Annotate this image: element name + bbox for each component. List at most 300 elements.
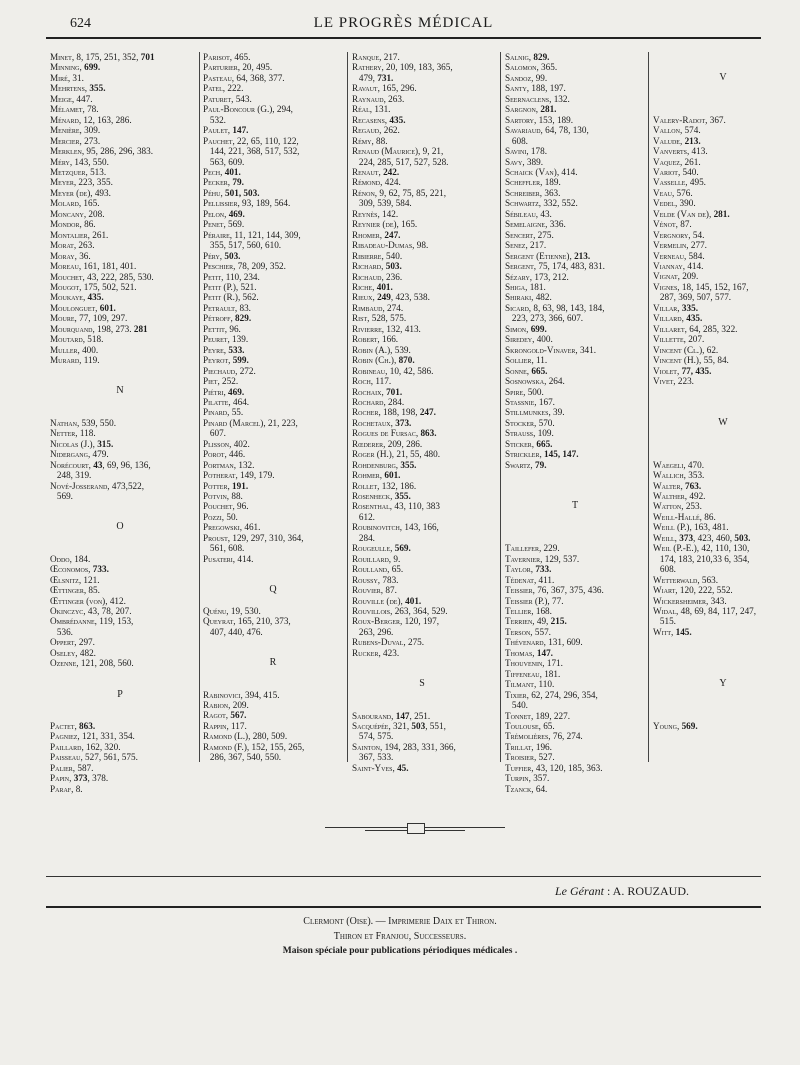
entry-bold-pages: 469. xyxy=(228,208,245,219)
index-entry xyxy=(505,251,645,261)
index-entry xyxy=(505,272,645,282)
index-entry xyxy=(653,261,793,271)
entry-text: Paillard, 162, 320. xyxy=(50,741,121,752)
index-entry xyxy=(653,157,793,167)
entry-text: Vedel, 390. xyxy=(653,198,696,209)
index-entry xyxy=(50,742,190,752)
index-entry xyxy=(50,272,190,282)
entry-text: Schwartz, 332, 552. xyxy=(505,198,578,209)
entry-text: Tellier, 168. xyxy=(505,605,552,616)
index-entry xyxy=(653,345,793,355)
spacer xyxy=(50,669,190,690)
entry-text: Taillefer, 229. xyxy=(505,543,560,554)
entry-text: Queyrat, 165, 210, 373, xyxy=(203,616,291,627)
entry-text: Petrault, 83. xyxy=(203,302,251,313)
index-entry xyxy=(653,146,793,156)
entry-text: 532. xyxy=(203,114,226,125)
index-entry xyxy=(203,690,343,700)
index-entry xyxy=(50,115,190,125)
index-entry xyxy=(50,721,190,731)
index-entry xyxy=(203,219,343,229)
index-entry xyxy=(50,470,190,480)
entry-text: Vignes, 18, 145, 152, 167, xyxy=(653,281,749,292)
entry-text: Stassnie, 167. xyxy=(505,396,555,407)
index-entry xyxy=(203,146,343,156)
entry-text: Ozenne, 121, 208, 560. xyxy=(50,658,134,669)
section-letter: N xyxy=(116,385,124,397)
entry-text: Nathan, 539, 550. xyxy=(50,417,117,428)
index-entry xyxy=(653,376,793,386)
entry-text: Ranque, 217. xyxy=(352,52,400,62)
index-entry xyxy=(505,784,645,794)
entry-text: Weil (P.-E.), 42, 110, 130, xyxy=(653,543,750,554)
index-entry xyxy=(203,606,343,616)
index-entry xyxy=(50,596,190,606)
entry-text: Moure, 77, 109, 297. xyxy=(50,313,128,324)
entry-text: Savini, 178. xyxy=(505,146,548,157)
entry-text: Teissier (P.), 77. xyxy=(505,595,564,606)
spacer xyxy=(352,690,492,711)
entry-text: Sergent, 75, 174, 483, 831. xyxy=(505,261,605,272)
entry-text: Richaud, 236. xyxy=(352,271,403,282)
entry-text: Tonnet, 189, 227. xyxy=(505,710,570,721)
entry-text: Potherat, 149, 179. xyxy=(203,470,275,481)
index-entry xyxy=(352,52,492,62)
entry-text: Proust, 129, 297, 310, 364, xyxy=(203,532,304,543)
entry-text: Metzquer, 513. xyxy=(50,166,107,177)
index-entry xyxy=(653,240,793,250)
entry-bold-pages: 281 xyxy=(133,323,148,334)
index-entry xyxy=(50,428,190,438)
index-entry xyxy=(203,104,343,114)
index-entry xyxy=(50,292,190,302)
index-entry xyxy=(203,52,343,62)
imprint-line-1: Clermont (Oise). — Imprimerie Daix et Thiron. xyxy=(303,916,497,927)
entry-text: Mélamet, 78. xyxy=(50,104,99,115)
index-entry xyxy=(352,292,492,302)
index-entry xyxy=(352,198,492,208)
index-entry xyxy=(352,439,492,449)
index-entry xyxy=(653,616,793,626)
index-entry xyxy=(203,710,343,720)
entry-text: 174, 183, 210,33 6, 354, xyxy=(653,553,750,564)
entry-text: Péraire, 11, 121, 144, 309, xyxy=(203,229,301,240)
index-entry xyxy=(50,146,190,156)
gerant-label: Le Gérant xyxy=(555,884,604,898)
index-entry xyxy=(505,83,645,93)
entry-text: Rougeulle, xyxy=(352,543,395,554)
entry-bold-pages: 335. xyxy=(681,302,698,313)
index-entry xyxy=(352,136,492,146)
section-letter: T xyxy=(571,500,579,512)
index-entry xyxy=(352,272,492,282)
entry-text: 284. xyxy=(352,532,375,543)
entry-bold-pages: 501, 503. xyxy=(225,187,260,198)
entry-text: Skrongold-Vinaver, 341. xyxy=(505,344,597,355)
spacer xyxy=(352,658,492,679)
entry-text: Mouchet, 43, 222, 285, 530. xyxy=(50,271,154,282)
entry-text: Trillat, 196. xyxy=(505,741,552,752)
index-entry xyxy=(203,62,343,72)
index-entry xyxy=(50,648,190,658)
index-entry xyxy=(505,345,645,355)
entry-bold-pages: 281. xyxy=(713,208,730,219)
spacer xyxy=(50,700,190,721)
entry-text: Reynès, 142. xyxy=(352,208,399,219)
index-entry xyxy=(352,512,492,522)
entry-text: Sencert, 275. xyxy=(505,229,554,240)
entry-text: Weill-Hallé, 86. xyxy=(653,511,716,522)
entry-text: Savy, 389. xyxy=(505,156,544,167)
entry-text: Péry, xyxy=(203,250,225,261)
entry-text: Ravaut, 165, 296. xyxy=(352,83,417,94)
index-entry xyxy=(203,167,343,177)
index-entry xyxy=(50,177,190,187)
index-entry xyxy=(50,198,190,208)
index-entry xyxy=(50,334,190,344)
index-entry xyxy=(50,94,190,104)
index-entry xyxy=(50,261,190,271)
index-entry xyxy=(352,533,492,543)
entry-text: Paisseau, 527, 561, 575. xyxy=(50,752,138,763)
index-entry xyxy=(50,606,190,616)
entry-text: Thomas, xyxy=(505,647,537,658)
entry-text: Scheffler, 189. xyxy=(505,177,561,188)
index-entry xyxy=(352,501,492,511)
entry-text: Roch, 117. xyxy=(352,376,392,387)
entry-text: 309, 539, 584. xyxy=(352,198,412,209)
entry-text: Strauss, 109. xyxy=(505,428,554,439)
entry-text: Regaud, 262. xyxy=(352,125,400,136)
index-entry xyxy=(203,742,343,752)
index-entry xyxy=(653,721,793,731)
column-divider xyxy=(199,52,200,762)
entry-bold-pages: 665. xyxy=(536,438,553,449)
index-entry xyxy=(50,564,190,574)
entry-text: Paturet, 543. xyxy=(203,93,252,104)
index-entry xyxy=(505,752,645,762)
entry-text: Widal, 48, 69, 84, 117, 247, xyxy=(653,605,757,616)
index-entry xyxy=(505,700,645,710)
entry-bold-pages: 247. xyxy=(419,407,436,418)
index-entry xyxy=(352,711,492,721)
entry-text: Porot, 446. xyxy=(203,449,246,460)
index-entry xyxy=(203,292,343,302)
entry-text: Piet, 252. xyxy=(203,376,239,387)
entry-text: Vignat, 209. xyxy=(653,271,699,282)
index-column-2 xyxy=(203,52,343,763)
index-entry xyxy=(505,125,645,135)
entry-text: Pellissier, 93, 189, 564. xyxy=(203,198,291,209)
entry-text: Toulouse, 65. xyxy=(505,720,555,731)
index-entry xyxy=(352,616,492,626)
spacer xyxy=(50,366,190,387)
index-entry xyxy=(505,136,645,146)
index-entry xyxy=(505,177,645,187)
entry-text: Tédenat, 411. xyxy=(505,574,555,585)
index-entry xyxy=(203,251,343,261)
entry-text: Taylor, xyxy=(505,564,536,575)
entry-text: Semelaigne, 336. xyxy=(505,219,566,230)
index-entry xyxy=(352,627,492,637)
entry-text: Terson, 557. xyxy=(505,626,551,637)
entry-text: Vasselle, 495. xyxy=(653,177,706,188)
entry-text: Rosenthal, 43, 110, 383 xyxy=(352,501,440,512)
index-entry xyxy=(50,125,190,135)
entry-text: Rénon, 9, 62, 75, 85, 221, xyxy=(352,187,446,198)
index-entry xyxy=(203,616,343,626)
index-entry xyxy=(505,543,645,553)
entry-bold-pages: 373. xyxy=(395,417,412,428)
footer-rule xyxy=(46,876,761,877)
entry-text: Plisson, 402. xyxy=(203,438,250,449)
index-entry xyxy=(203,355,343,365)
entry-text: Rémy, 88. xyxy=(352,135,388,146)
entry-text: Simon, xyxy=(505,323,531,334)
entry-text: Moray, 36. xyxy=(50,250,91,261)
entry-text: Rogues de Fursac, xyxy=(352,428,421,439)
index-entry xyxy=(352,585,492,595)
index-entry xyxy=(653,271,793,281)
entry-bold-pages: 213. xyxy=(574,250,591,261)
index-entry xyxy=(505,690,645,700)
entry-text: Meyer (de), 493. xyxy=(50,187,111,198)
entry-text: 569. xyxy=(50,491,73,501)
index-entry xyxy=(352,345,492,355)
entry-bold-pages: 373 xyxy=(679,532,694,543)
entry-text: Ramond (F.), 152, 155, 265, xyxy=(203,741,305,752)
entry-text: Rohdenburg, xyxy=(352,459,401,470)
entry-text: 607. xyxy=(203,428,226,439)
entry-text: Witt, xyxy=(653,626,676,637)
index-entry xyxy=(203,230,343,240)
entry-text: Wetterwald, 563. xyxy=(653,574,719,585)
index-entry xyxy=(203,136,343,146)
entry-text: Pettit, 96. xyxy=(203,323,241,334)
entry-text: Moreau, 161, 181, 401. xyxy=(50,261,137,272)
index-entry xyxy=(50,763,190,773)
index-entry xyxy=(505,324,645,334)
entry-text: Ribadeau-Dumas, 98. xyxy=(352,240,429,251)
spacer xyxy=(505,470,645,501)
index-entry xyxy=(50,449,190,459)
entry-text: Sollier, 11. xyxy=(505,355,548,366)
decorative-ornament xyxy=(325,822,505,834)
index-entry xyxy=(653,251,793,261)
entry-text: Meyer, 223, 355. xyxy=(50,177,113,188)
spacer xyxy=(203,637,343,658)
entry-bold-pages: 701 xyxy=(140,52,155,62)
entry-text: Thévenard, 131, 609. xyxy=(505,637,583,648)
index-entry xyxy=(352,104,492,114)
entry-bold-pages: 863. xyxy=(79,720,96,731)
entry-text: Norécourt, xyxy=(50,459,94,470)
index-entry xyxy=(505,627,645,637)
entry-text: Potter, xyxy=(203,480,233,491)
index-entry xyxy=(653,481,793,491)
index-entry xyxy=(505,303,645,313)
entry-bold-pages: 569. xyxy=(394,543,411,554)
index-entry xyxy=(50,324,190,334)
entry-bold-pages: 503. xyxy=(734,532,751,543)
index-entry xyxy=(203,491,343,501)
index-entry xyxy=(203,533,343,543)
index-entry xyxy=(653,313,793,323)
index-entry xyxy=(203,83,343,93)
index-entry xyxy=(352,355,492,365)
index-entry xyxy=(653,491,793,501)
index-entry xyxy=(352,554,492,564)
entry-text: Pactet, xyxy=(50,720,80,731)
section-letter: Y xyxy=(719,678,727,690)
entry-text: Wallich, 353. xyxy=(653,470,705,481)
entry-text: Pauchet, 22, 65, 110, 122, xyxy=(203,135,299,146)
index-entry xyxy=(50,439,190,449)
entry-text: 608. xyxy=(505,135,528,146)
entry-text: 540. xyxy=(505,700,528,711)
column-divider xyxy=(500,52,501,762)
index-entry xyxy=(50,188,190,198)
index-entry xyxy=(653,230,793,240)
page-header xyxy=(46,14,761,36)
index-entry xyxy=(505,219,645,229)
index-entry xyxy=(505,146,645,156)
index-entry xyxy=(653,188,793,198)
entry-bold-pages: 373 xyxy=(73,773,88,784)
entry-text: Viannay, 414. xyxy=(653,261,704,272)
index-entry xyxy=(352,303,492,313)
entry-bold-pages: 567. xyxy=(230,710,247,721)
entry-text: Sargnon, xyxy=(505,104,541,115)
entry-text: Shiga, 181. xyxy=(505,281,546,292)
entry-text: Pinard (Marcel), 21, 223, xyxy=(203,417,298,428)
entry-text: Rhomer, xyxy=(352,229,385,240)
index-column-4 xyxy=(505,52,645,794)
index-entry xyxy=(505,334,645,344)
entry-text: Rouvillois, 263, 364, 529. xyxy=(352,606,448,617)
index-entry xyxy=(203,94,343,104)
entry-text: Penet, 569. xyxy=(203,219,245,230)
entry-text: 515. xyxy=(653,616,676,627)
entry-bold-pages: 599. xyxy=(232,355,249,366)
entry-text: Senez, 217. xyxy=(505,240,547,251)
entry-text: Teissier, 76, 367, 375, 436. xyxy=(505,585,604,596)
imprint-line-3: Maison spéciale pour publications périodiques médicales . xyxy=(282,946,518,956)
index-entry xyxy=(505,616,645,626)
entry-text: Rucker, 423. xyxy=(352,647,400,658)
spacer xyxy=(653,52,793,73)
entry-text: Pecker, xyxy=(203,177,233,188)
entry-text: Pagniez, 121, 331, 354. xyxy=(50,731,135,742)
entry-text: Sainton, 194, 283, 331, 366, xyxy=(352,741,456,752)
entry-text: Oddo, 184. xyxy=(50,553,91,564)
index-entry xyxy=(203,501,343,511)
imprint-line-2: Thiron et Franjou, Successeurs. xyxy=(333,931,467,942)
entry-text: Santy, 188, 197. xyxy=(505,83,566,94)
index-entry xyxy=(203,470,343,480)
entry-text: 536. xyxy=(50,626,73,637)
index-entry xyxy=(505,73,645,83)
entry-bold-pages: 215. xyxy=(550,616,567,627)
entry-bold-pages: 145. xyxy=(675,626,692,637)
entry-text: 286, 367, 540, 550. xyxy=(203,752,282,763)
entry-bold-pages: 829. xyxy=(533,52,550,62)
entry-text: Quénu, 19, 530. xyxy=(203,605,261,616)
entry-bold-pages: 665. xyxy=(531,365,548,376)
entry-bold-pages: 435. xyxy=(389,114,406,125)
entry-text: Rathery, 20, 109, 183, 365, xyxy=(352,62,453,73)
index-entry xyxy=(203,209,343,219)
index-entry xyxy=(352,282,492,292)
entry-text: Œconomos, xyxy=(50,564,93,575)
index-entry xyxy=(352,648,492,658)
index-entry xyxy=(505,564,645,574)
entry-bold-pages: 213. xyxy=(684,135,701,146)
entry-bold-pages: 401. xyxy=(376,281,393,292)
index-entry xyxy=(505,596,645,606)
index-entry xyxy=(352,83,492,93)
entry-bold-pages: 43 xyxy=(93,459,103,470)
entry-text: Œttinger, 85. xyxy=(50,585,100,596)
index-entry xyxy=(203,522,343,532)
entry-text: Weill (P.), 163, 481. xyxy=(653,522,729,533)
index-entry xyxy=(50,460,190,470)
section-letter: O xyxy=(116,521,124,533)
index-entry xyxy=(653,292,793,302)
entry-text: Waegeli, 470. xyxy=(653,459,705,470)
entry-text: Rubens-Duval, 275. xyxy=(352,637,425,648)
entry-text: Salnig, xyxy=(505,52,534,62)
index-entry xyxy=(50,481,190,491)
entry-text: Shiraki, 482. xyxy=(505,292,552,303)
entry-text: Verneau, 584. xyxy=(653,250,705,261)
entry-bold-pages: 503. xyxy=(224,250,241,261)
section-letter: W xyxy=(718,416,728,428)
index-entry xyxy=(50,167,190,177)
entry-text: , 423, 460, xyxy=(693,532,735,543)
entry-text: Valery-Radot, 367. xyxy=(653,114,726,125)
index-entry xyxy=(352,731,492,741)
entry-bold-pages: 281. xyxy=(540,104,557,115)
page-number: 624 xyxy=(70,16,91,31)
index-entry xyxy=(203,397,343,407)
entry-text: Pilatte, 464. xyxy=(203,396,250,407)
entry-text: Rabinovici, 394, 415. xyxy=(203,689,280,700)
index-entry xyxy=(203,115,343,125)
index-entry xyxy=(203,73,343,83)
entry-text: Petit (R.), 562. xyxy=(203,292,259,303)
index-entry xyxy=(653,167,793,177)
index-entry xyxy=(505,763,645,773)
entry-text: 263, 296. xyxy=(352,626,394,637)
index-entry xyxy=(203,700,343,710)
index-entry xyxy=(203,387,343,397)
index-entry xyxy=(653,564,793,574)
spacer xyxy=(653,83,793,114)
entry-text: Young, xyxy=(653,720,682,731)
index-entry xyxy=(203,554,343,564)
entry-text: Vivet, 223. xyxy=(653,376,694,387)
index-entry xyxy=(505,669,645,679)
entry-text: Villar, xyxy=(653,302,682,313)
entry-text: Rouillard, 9. xyxy=(352,553,401,564)
entry-text: Robineau, 10, 42, 586. xyxy=(352,365,434,376)
entry-text: Rouville (de), xyxy=(352,595,406,606)
entry-text: Mourquand, 198, 273. xyxy=(50,323,134,334)
entry-text: Pasteau, 64, 368, 377. xyxy=(203,72,285,83)
entry-text: Pinard, 55. xyxy=(203,407,244,418)
index-entry xyxy=(50,554,190,564)
